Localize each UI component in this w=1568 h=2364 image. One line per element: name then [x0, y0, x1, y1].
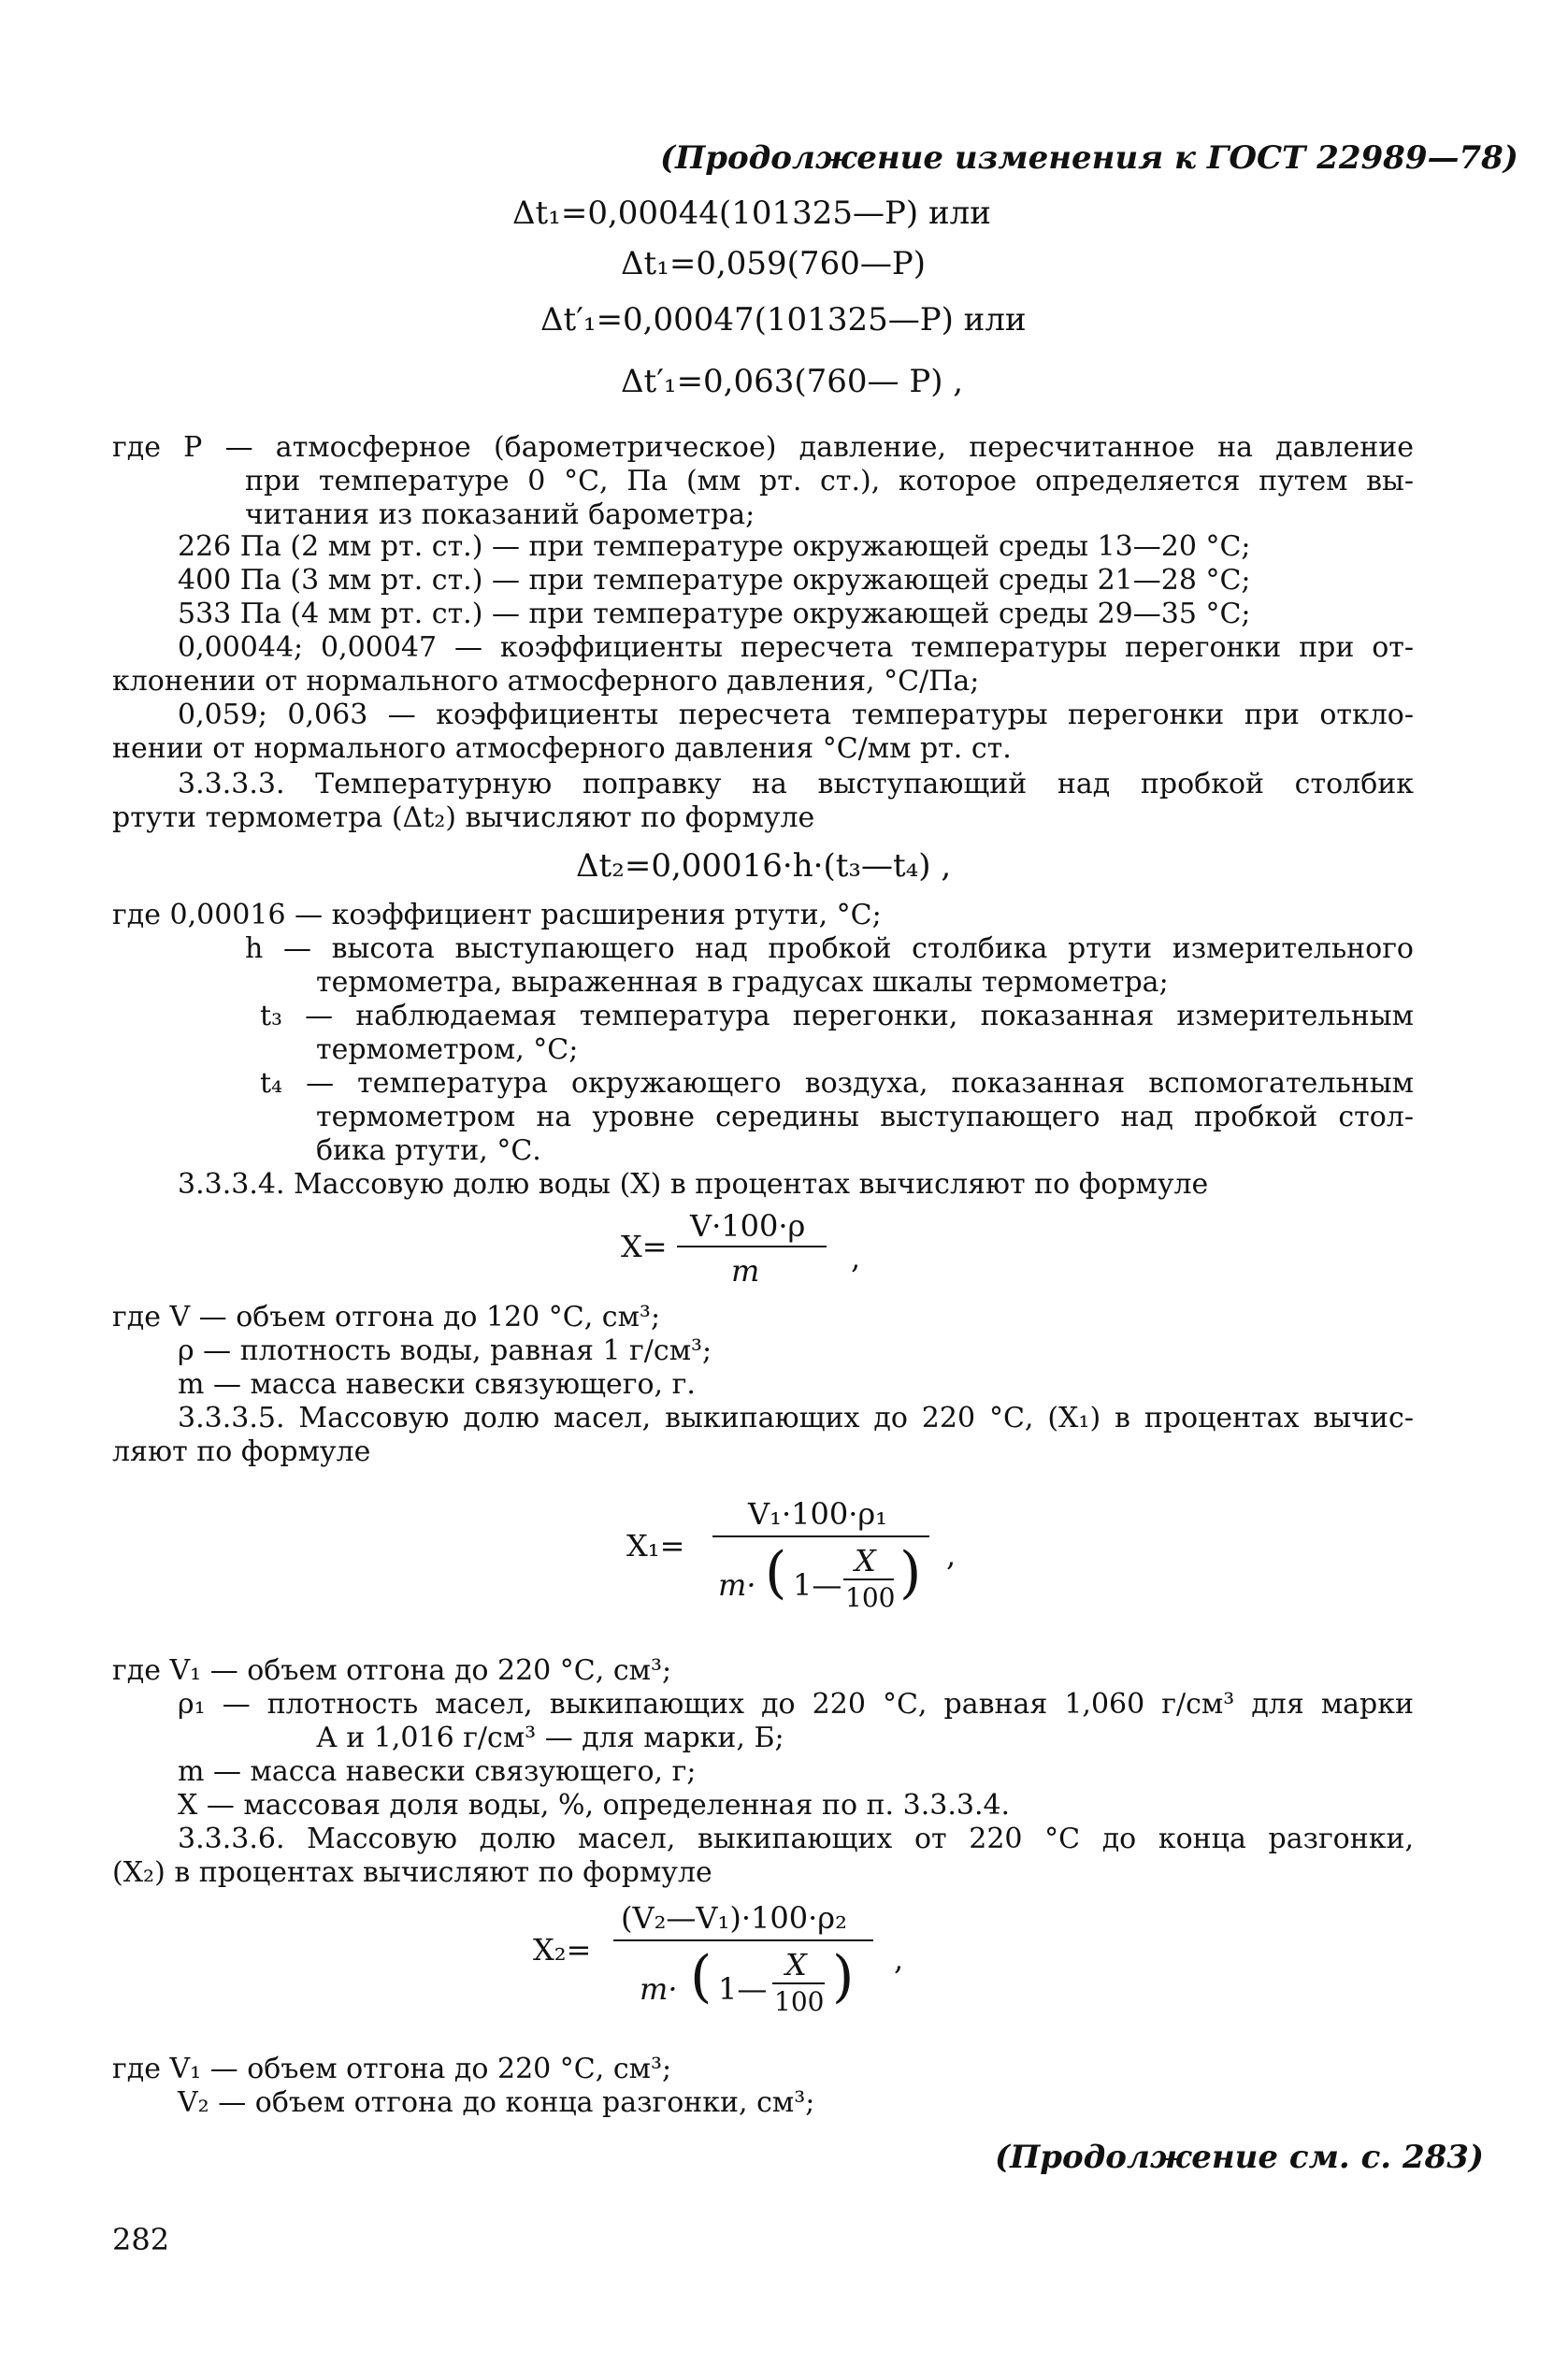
x2-formula-right-paren: ): [832, 1944, 855, 2010]
x-formula-fraction-bar: [677, 1246, 827, 1247]
s3336-line2: (X₂) в процентах вычисляют по формуле: [112, 1856, 712, 1889]
s3333-where-t3-line2: термометром, °С;: [316, 1033, 579, 1066]
s3336-line1: 3.3.3.6. Массовую долю масел, выкипающих от 220 °С до конца разгонки,: [178, 1823, 1414, 1855]
s3335-line1: 3.3.3.5. Массовую долю масел, выкипающих до 220 °С, (X₁) в процентах вычис-: [178, 1402, 1414, 1434]
coef1-line1: 0,00044; 0,00047 — коэффициенты пересчета температуры перегонки при от-: [178, 631, 1414, 664]
s3333-where-t4-line2: термометром на уровне середины выступающего над пробкой стол-: [316, 1101, 1414, 1133]
x-formula-numerator: V·100·ρ: [690, 1208, 806, 1244]
x1-formula-right-paren: ): [899, 1540, 922, 1606]
s3336-where-v2: V₂ — объем отгона до конца разгонки, см³;: [178, 2086, 815, 2119]
formula-dt1prime-pa: Δt′₁=0,00047(101325—P) или: [540, 301, 1027, 339]
x1-formula-lhs: X₁=: [626, 1528, 685, 1564]
x2-formula-den-m: m·: [640, 1971, 678, 2007]
formula-dt1-pa: Δt₁=0,00044(101325—P) или: [512, 195, 991, 232]
s3335-where-v1: где V₁ — объем отгона до 220 °С, см³;: [112, 1654, 672, 1687]
coef2-line1: 0,059; 0,063 — коэффициенты пересчета температуры перегонки при откло-: [178, 699, 1414, 731]
s3333-line1: 3.3.3.3. Температурную поправку на выступающий над пробкой столбик: [178, 768, 1414, 800]
s3334-where-m: m — масса навески связующего, г.: [178, 1368, 696, 1401]
x-formula-denominator: m: [731, 1253, 760, 1289]
s3335-where-m: m — масса навески связующего, г;: [178, 1755, 697, 1788]
s3333-where-t3-line1: t₃ — наблюдаемая температура перегонки, показанная измерительным: [260, 1000, 1414, 1032]
s3333-where-h-line1: h — высота выступающего над пробкой столбика ртути измерительного: [245, 932, 1414, 965]
x2-formula-den-one: 1—: [718, 1971, 768, 2007]
s3335-where-x: X — массовая доля воды, %, определенная по п. 3.3.3.4.: [178, 1789, 1011, 1822]
s3334-where-v: где V — объем отгона до 120 °С, см³;: [112, 1301, 661, 1333]
s3336-where-v1: где V₁ — объем отгона до 220 °С, см³;: [112, 2053, 672, 2085]
x1-formula-fraction-bar: [712, 1535, 929, 1537]
s3333-line2: ртути термометра (Δt₂) вычисляют по формуле: [112, 801, 815, 834]
coef2-line2: нении от нормального атмосферного давления °С/мм рт. ст.: [112, 732, 1012, 765]
formula-dt1-mm: Δt₁=0,059(760—P): [621, 245, 926, 282]
x1-formula-numerator: V₁·100·ρ₁: [748, 1496, 887, 1532]
x1-formula-den-x: X: [855, 1543, 876, 1578]
correction-533: 533 Па (4 мм рт. ст.) — при температуре окружающей среды 29—35 °С;: [178, 598, 1251, 630]
where-p-line3: читания из показаний барометра;: [245, 498, 755, 531]
s3333-where-coef: где 0,00016 — коэффициент расширения ртути, °С;: [112, 899, 882, 931]
x2-formula-comma: ,: [894, 1941, 904, 1977]
where-p-line1: где P — атмосферное (барометрическое) давление, пересчитанное на давление: [112, 431, 1414, 464]
x1-formula-left-paren: (: [765, 1540, 787, 1606]
continuation-header: (Продолжение изменения к ГОСТ 22989—78): [660, 139, 1518, 177]
correction-400: 400 Па (3 мм рт. ст.) — при температуре окружающей среды 21—28 °С;: [178, 564, 1251, 597]
x2-formula-inner-bar: [772, 1982, 825, 1984]
s3335-where-rho1-line2: А и 1,016 г/см³ — для марки, Б;: [316, 1722, 784, 1754]
x1-formula-den-one: 1—: [793, 1567, 842, 1603]
x2-formula-den-100: 100: [774, 1986, 825, 2017]
x-formula-comma: ,: [851, 1240, 861, 1276]
x2-formula-numerator: (V₂—V₁)·100·ρ₂: [621, 1900, 847, 1936]
s3333-where-t4-line3: бика ртути, °С.: [316, 1134, 541, 1167]
formula-dt2: Δt₂=0,00016·h·(t₃—t₄) ,: [576, 847, 952, 885]
page-number: 282: [112, 2222, 170, 2257]
x2-formula-lhs: X₂=: [533, 1932, 592, 1968]
x2-formula-left-paren: (: [690, 1944, 712, 2010]
s3335-where-rho1-line1: ρ₁ — плотность масел, выкипающих до 220 °С, равная 1,060 г/см³ для марки: [178, 1688, 1414, 1721]
s3334-where-rho: ρ — плотность воды, равная 1 г/см³;: [178, 1334, 712, 1367]
x1-formula-den-100: 100: [845, 1582, 896, 1613]
x2-formula-fraction-bar: [613, 1939, 873, 1941]
x1-formula-inner-bar: [843, 1578, 894, 1580]
s3335-line2: ляют по формуле: [112, 1435, 371, 1468]
x1-formula-den-m: m·: [718, 1567, 756, 1603]
s3334-line1: 3.3.3.4. Массовую долю воды (X) в процентах вычисляют по формуле: [178, 1168, 1209, 1201]
x-formula-lhs: X=: [621, 1229, 668, 1264]
where-p-line2: при температуре 0 °С, Па (мм рт. ст.), которое определяется путем вы-: [245, 465, 1414, 497]
formula-dt1prime-mm: Δt′₁=0,063(760— P) ,: [621, 363, 964, 400]
continued-footer: (Продолжение см. с. 283): [995, 2139, 1484, 2176]
x2-formula-den-x: X: [785, 1947, 807, 1982]
x1-formula-comma: ,: [946, 1537, 957, 1573]
coef1-line2: клонении от нормального атмосферного давления, °С/Па;: [112, 665, 980, 698]
s3333-where-t4-line1: t₄ — температура окружающего воздуха, показанная вспомогательным: [260, 1067, 1414, 1100]
s3333-where-h-line2: термометра, выраженная в градусах шкалы термометра;: [316, 966, 1169, 999]
correction-226: 226 Па (2 мм рт. ст.) — при температуре окружающей среды 13—20 °С;: [178, 530, 1251, 563]
